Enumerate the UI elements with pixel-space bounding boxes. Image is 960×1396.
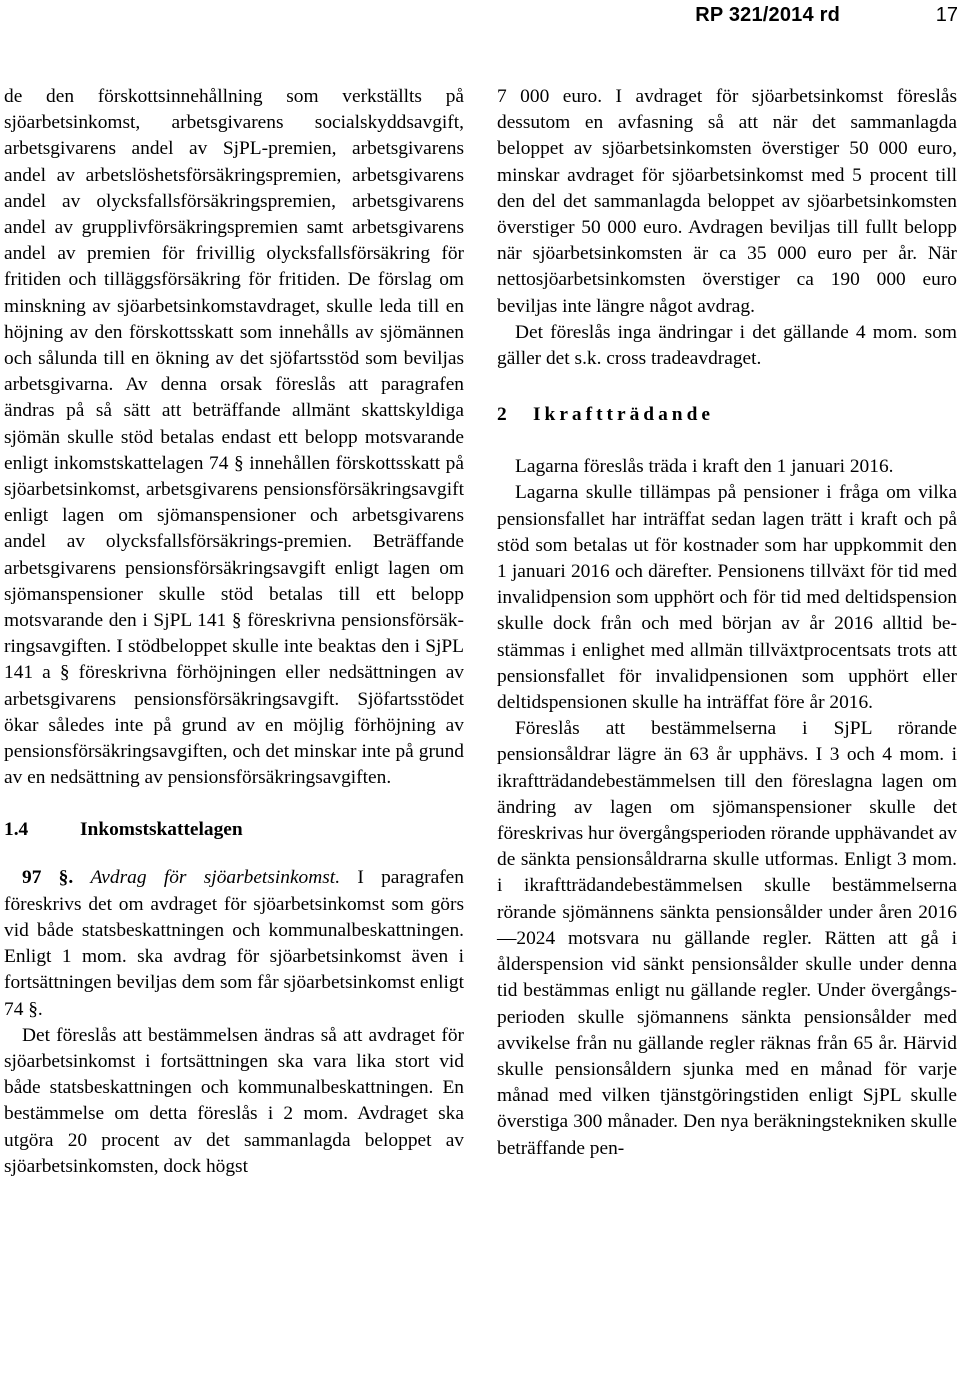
heading-number: 1.4 bbox=[4, 819, 29, 841]
section-title: Avdrag för sjöarbetsinkomst. bbox=[90, 867, 341, 889]
paragraph: de den förskottsinnehållning som verkställts på sjöarbetsinkomst, arbetsgivarens socialskyddsavgift, arbetsgivarens andel av SjPL-premien, arbetsgivarens andel av arbetslöshetsförsäkringspremien, arbetsgivarens andel av olycksfallsförsäkringspremien, arbetsgivarens andel av grupplivförsäkringspremien samt arbetsgivarens andel av premien för frivillig olycksfallsförsäkring för fritiden och tilläggsförsäkring för fritiden. De förslag om minskning av sjöarbetsinkomstavdraget, skulle leda till en höjning av den förskottsskatt som innehålls av sjömännen och sålunda till en ökning av det sjöfartsstöd som beviljas arbetsgivarna. Av denna orsak föreslås att paragrafen ändras på så sätt att beträffande allmänt skattskyldiga sjömän skulle stöd betalas endast ett belopp motsvarande enligt inkomstskattelagen 74 § innehållen förskottsskatt på sjöarbetsinkomst, arbetsgivarens pensionsförsäkringsavgift enligt lagen om sjömanspensioner och arbetsgivarens andel av olycksfallsförsäkrings-premien. Beträffande arbetsgivarens pensionsförsäkringsavgift enligt lagen om sjömanspensioner skulle stöd betalas till ett belopp motsvarande den i SjPL 141 § föreskrivna pensionsförsäkringsavgiften. I stödbeloppet skulle inte beaktas den i SjPL 141 a § föreskrivna förhöjningen eller nedsättningen av arbetsgivarens pensionsförsäkringsavgift. Sjöfartsstödet ökar således inte på grund av en möjlig förhöjning av pensionsförsäkringsavgiften, och det minskar inte på grund av en nedsättning av pensionsförsäkringsavgiften. bbox=[4, 86, 464, 789]
heading-title: Inkomstskattelagen bbox=[80, 819, 243, 841]
left-column bbox=[4, 84, 464, 1180]
right-column bbox=[497, 84, 957, 1162]
section-text: I paragrafen föreskrivs det om avdraget för sjöarbetsinkomst som görs vid både statsbeskattningen och kommunalbeskattningen. Enligt 1 mom. ska avdrag för sjöarbetsinkomst även i fortsättningen beviljas dem som får sjöarbetsinkomst enligt 74 §. bbox=[4, 867, 464, 1020]
paragraph: Lagarna skulle tillämpas på pensioner i fråga om vilka pensionsfallet har inträffat sedan lagen trätt i kraft och på stöd som betalas ut för kostnader som har uppkommit den 1 januari 2016 och därefter. Pensionens tillväxt för tid med invalidpension som upphört och för tid med deltidspension skulle dock från och med början av år 2016 alltid bestämmas i enlighet med allmän tillväxtprocentsats trots att pensionsfallet för invalidpensionen som upphört eller deltidspensionen skulle ha inträffat före år 2016. bbox=[497, 482, 957, 714]
paragraph bbox=[4, 865, 464, 1022]
section-number: 97 §. bbox=[22, 867, 74, 889]
section-heading bbox=[4, 817, 464, 843]
paragraph: Det föreslås inga ändringar i det gällande 4 mom. som gäller det s.k. cross tradeavdraget. bbox=[497, 321, 957, 370]
paragraph: 7 000 euro. I avdraget för sjöarbetsinkomst föreslås dessutom en avfasning så att när det sammanlagda beloppet av sjöarbetsinkomsten överstiger 50 000 euro, minskar avdraget för sjöarbetsinkomst med 5 procent till den del det sammanlagda beloppet av sjöarbetsinkomsten överstiger 50 000 euro. Avdragen beviljas till fullt belopp när sjöarbetsinkomsten är ca 35 000 euro per år. När nettosjöarbetsinkomsten överstiger ca 190 000 euro beviljas inte längre något avdrag. bbox=[497, 86, 957, 317]
paragraph: Föreslås att bestämmelserna i SjPL rörande pensionsåldrar lägre än 63 år upphävs. I 3 och 4 mom. i ikraftträdandebestämmelsen till den föreslagna lagen om ändring av lagen om sjömanspensioner skulle det föreskrivas hur övergångsperioden rörande upphävandet av de sänkta pensionsåldrarna skulle utformas. Enligt 3 mom. i ikraftträdandebestämmelsen skulle bestämmelserna rörande sjömännens sänkta pensionsålder under åren 2016—2024 motsvara nu gällande regler. Rätten att gå i ålderspension vid sänkt pensionsålder skulle under denna tid bestämmas enligt nu gällande regler. Under övergångsperioden skulle sjömannens sänkta pensionsålder med avvikelse från nu gällande regler räknas från 65 år. Härvid skulle pensionsåldern sjunka med en månad för varje månad med vilken tjänstgöringstiden enligt SjPL skulle överstiga 300 månader. Den nya beräkningstekniken skulle beträffande pen- bbox=[497, 718, 958, 1159]
page-number: 17 bbox=[935, 4, 958, 26]
heading-number: 2 bbox=[497, 404, 507, 426]
page-header bbox=[0, 4, 960, 34]
document-id: RP 321/2014 rd bbox=[695, 4, 840, 26]
paragraph: Lagarna föreslås träda i kraft den 1 januari 2016. bbox=[515, 456, 894, 478]
heading-title: Ikraftträdande bbox=[533, 404, 714, 426]
paragraph: Det föreslås att bestämmelsen ändras så att avdraget för sjöarbetsinkomst i fortsättningen ska vara lika stort vid både statsbeskattningen och kommunalbeskattningen. En bestämmelse om detta föreslås i 2 mom. Avdraget ska utgöra 20 procent av det sammanlagda beloppet av sjöarbetsinkomsten, dock högst bbox=[4, 1024, 464, 1177]
section-heading bbox=[497, 402, 957, 428]
